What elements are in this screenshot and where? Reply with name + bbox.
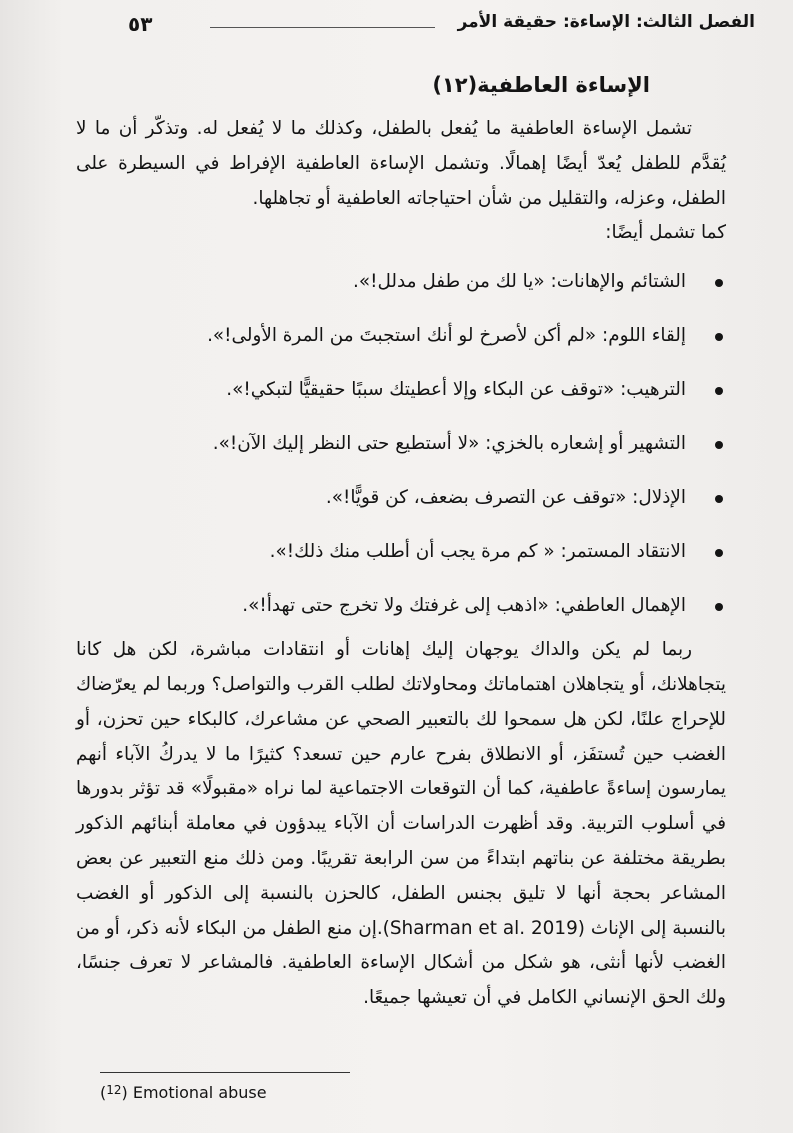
page-content <box>76 112 726 1016</box>
page-number: ٥٣ <box>128 12 153 36</box>
footnote-text: Emotional abuse <box>132 1083 267 1102</box>
bullet-icon <box>715 333 723 341</box>
list-item: الترهيب: «توقف عن البكاء وإلا أعطيتك سببًا حقيقيًّا لتبكي!». <box>76 363 726 417</box>
list-item: إلقاء اللوم: «لم أكن لأصرخ لو أنك استجبتَ من المرة الأولى!». <box>76 309 726 363</box>
chapter-title: الفصل الثالث: الإساءة: حقيقة الأمر <box>457 12 755 32</box>
list-item: الإهمال العاطفي: «اذهب إلى غرفتك ولا تخرج حتى تهدأ!». <box>76 579 726 633</box>
list-item: الإذلال: «توقف عن التصرف بضعف، كن قويًّا!». <box>76 471 726 525</box>
footnote: ($^{12}$) Emotional abuse <box>100 1083 267 1102</box>
footnote-marker: 12 <box>106 1083 122 1097</box>
bullet-icon <box>715 387 723 395</box>
body-paragraph: ربما لم يكن والداك يوجهان إليك إهانات أو انتقادات مباشرة، لكن هل كانا يتجاهلانك، أو يتجاهلان اهتماماتك ومحاولاتك لطلب القرب والتواصل؟ وربما لم يعرّضاك للإحراج علنًا، لكن هل سمحوا لك بالتعبير الصحي عن مشاعرك، كالبكاء حين تحزن، أو الغضب حين تُستفَز، أو الانطلاق بفرح عارم حين تسعد؟ كثيرًا ما لا يدركُ الآباء أنهم يمارسون إساءةً عاطفية، كما أن التوقعات الاجتماعية لما نراه «مقبولًا» قد تؤثر بدورها في أسلوب التربية. وقد أظهرت الدراسات أن الآباء يبدؤون في معاملة أبنائهم الذكور بطريقة مختلفة عن بناتهم ابتداءً من سن الرابعة تقريبًا. ومن ذلك منع التعبير عن بعض المشاعر بحجة أنها لا تليق بجنس الطفل، كالحزن بالنسبة إلى الذكور أو الغضب بالنسبة إلى الإناث (Sharman et al. 2019).إن منع الطفل من البكاء لأنه ذكر، أو من الغضب لأنها أنثى، هو شكل من أشكال الإساءة العاطفية. فالمشاعر لا تعرف جنسًا، ولك الحق الإنساني الكامل في أن تعيشها جميعًا. <box>76 639 726 1009</box>
list-item: الانتقاد المستمر: « كم مرة يجب أن أطلب منك ذلك!». <box>76 525 726 579</box>
bullet-list <box>76 255 726 633</box>
bullet-icon <box>715 441 723 449</box>
bullet-icon <box>715 603 723 611</box>
section-heading: الإساءة العاطفية(١٢) <box>432 73 650 97</box>
bullet-icon <box>715 495 723 503</box>
header-divider <box>210 27 435 28</box>
intro-paragraph: تشمل الإساءة العاطفية ما يُفعل بالطفل، وكذلك ما لا يُفعل له. وتذكّر أن ما لا يُقدَّم للطفل يُعدّ أيضًا إهمالًا. وتشمل الإساءة العاطفية الإفراط في السيطرة على الطفل، وعزله، والتقليل من شأن احتياجاته العاطفية أو تجاهلها. <box>76 118 726 209</box>
intro-lead-in: كما تشمل أيضًا: <box>605 222 726 244</box>
footnote-divider <box>100 1072 350 1073</box>
running-header <box>40 10 755 40</box>
bullet-icon <box>715 279 723 287</box>
bullet-icon <box>715 549 723 557</box>
list-item: الشتائم والإهانات: «يا لك من طفل مدلل!». <box>76 255 726 309</box>
list-item: التشهير أو إشعاره بالخزي: «لا أستطيع حتى النظر إليك الآن!». <box>76 417 726 471</box>
